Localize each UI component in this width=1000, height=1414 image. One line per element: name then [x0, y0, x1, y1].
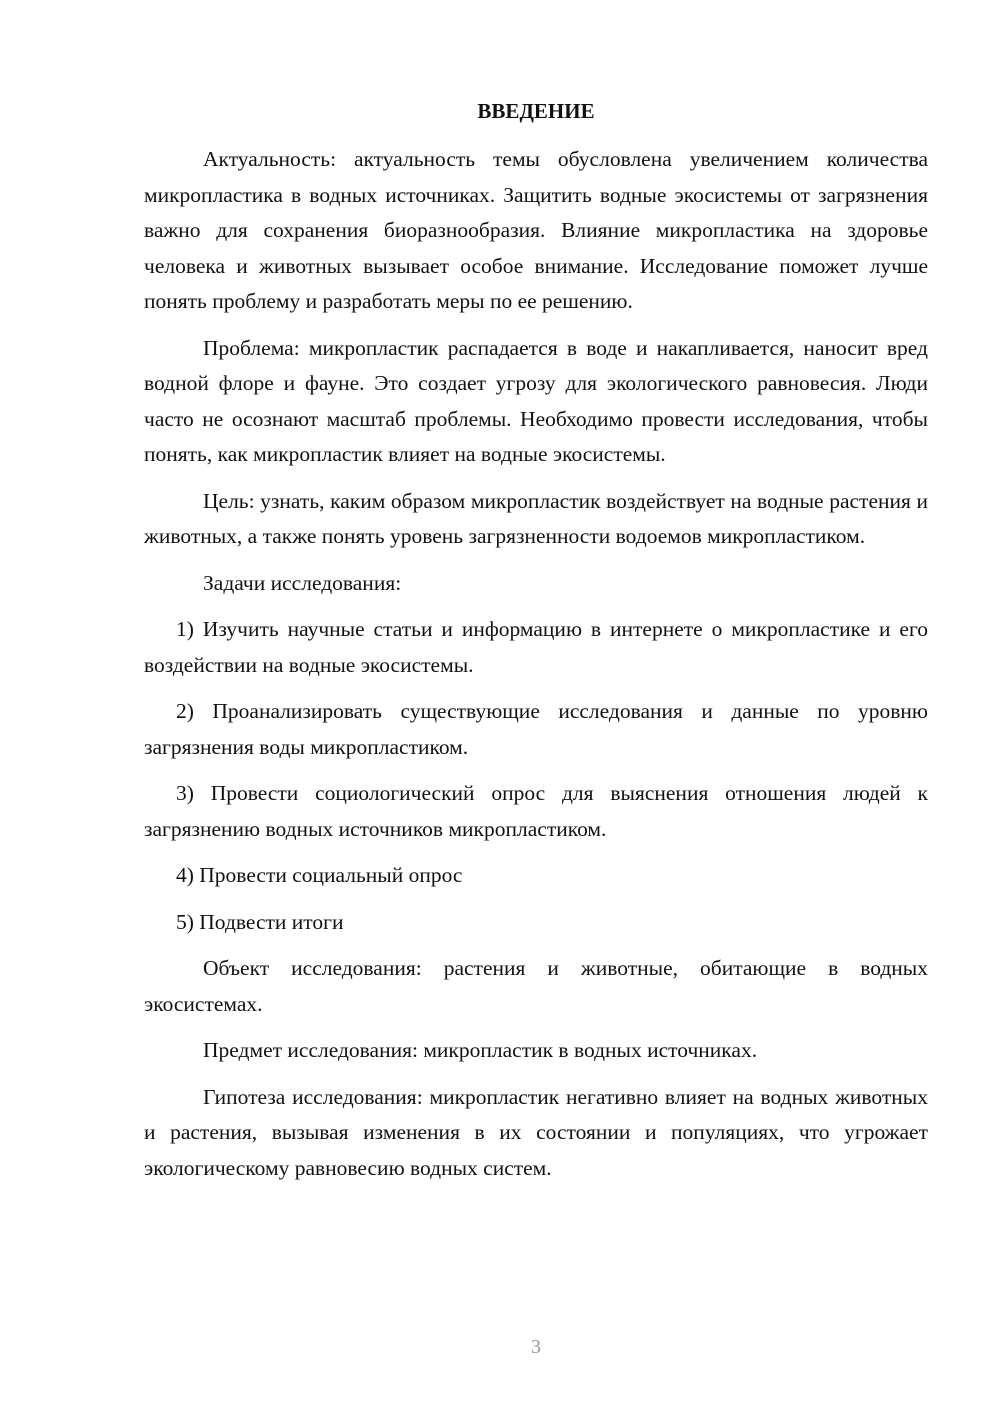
task-item-4: 4) Провести социальный опрос [176, 863, 463, 887]
task-item-1: 1) Изучить научные статьи и информацию в интернете о микропластике и его воздействии на водные экосистемы. [144, 617, 928, 677]
paragraph-problem: Проблема: микропластик распадается в воде и накапливается, наносит вред водной флоре и фауне. Это создает угрозу для экологического равновесия. Люди часто не осознают масштаб проблемы. Необходимо провести исследования, чтобы понять, как микропластик влияет на водные экосистемы. [144, 335, 928, 466]
page-title: ВВЕДЕНИЕ [477, 99, 595, 123]
task-item-2: 2) Проанализировать существующие исследования и данные по уровню загрязнения воды микропластиком. [144, 699, 928, 759]
paragraph-hypothesis: Гипотеза исследования: микропластик негативно влияет на водных животных и растения, вызывая изменения в их состоянии и популяциях, что угрожает экологическому равновесию водных систем. [144, 1084, 928, 1180]
paragraph-relevance: Актуальность: актуальность темы обусловлена увеличением количества микропластика в водных источниках. Защитить водные экосистемы от загрязнения важно для сохранения биоразнообразия. Влияние микропластика на здоровье человека и животных вызывает особое внимание. Исследование поможет лучше понять проблему и разработать меры по ее решению. [144, 147, 928, 313]
paragraph-object: Объект исследования: растения и животные, обитающие в водных экосистемах. [144, 956, 928, 1016]
page-number: 3 [531, 1336, 541, 1358]
document-body [144, 142, 928, 1197]
tasks-list [144, 612, 928, 940]
paragraph-subject: Предмет исследования: микропластик в водных источниках. [203, 1038, 758, 1062]
tasks-heading: Задачи исследования: [203, 570, 402, 595]
paragraph-goal: Цель: узнать, каким образом микропластик воздействует на водные растения и животных, а также понять уровень загрязненности водоемов микропластиком. [144, 488, 928, 548]
task-item-5: 5) Подвести итоги [176, 909, 344, 934]
task-item-3: 3) Провести социологический опрос для выяснения отношения людей к загрязнению водных источников микропластиком. [144, 781, 928, 841]
